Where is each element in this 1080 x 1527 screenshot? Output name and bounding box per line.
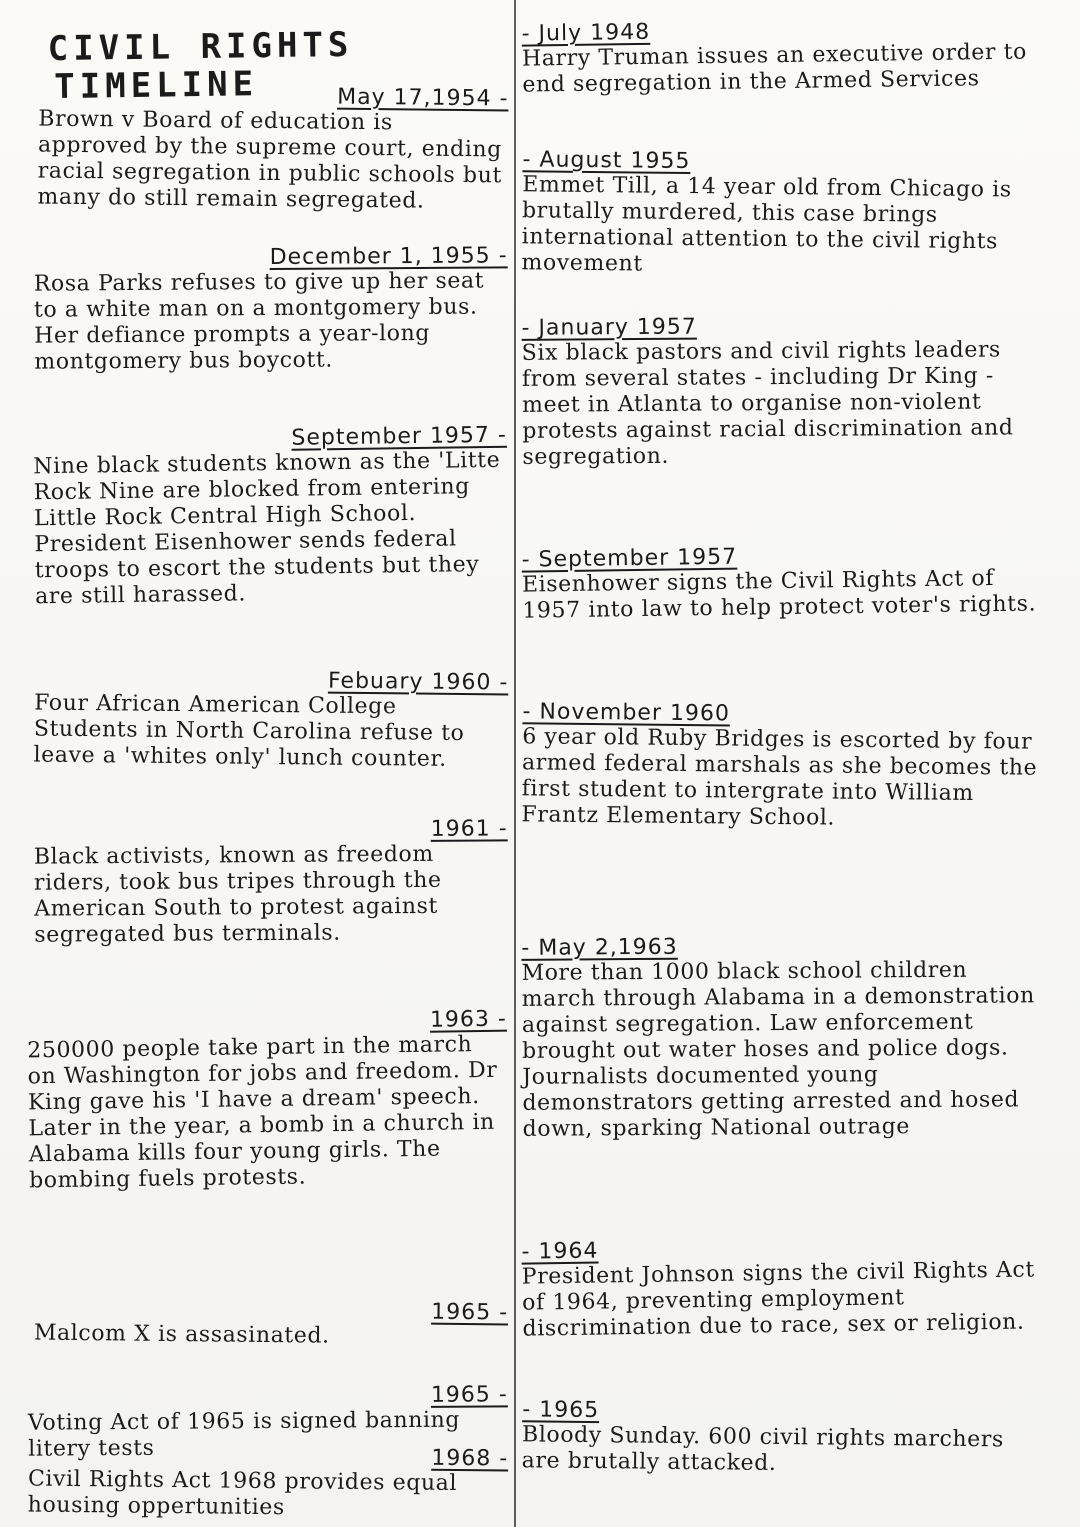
timeline-entry	[521, 932, 1047, 1143]
entry-date: - January 1957	[521, 314, 697, 341]
entry-text: Voting Act of 1965 is signed banning litery tests	[27, 1407, 461, 1462]
timeline-entry	[34, 816, 509, 948]
entry-text: 250000 people take part in the march on Washington for jobs and freedom. Dr King gave his 'I have a dream' speech. Later in the year, a bomb in a church in Alabama kills four young girls. The bombing fuels protests.	[27, 1032, 498, 1194]
entry-text: More than 1000 black school children march through Alabama in a demonstration against segregation. Law enforcement brought out water hoses and police dogs. Journalists documented young demonstrators getting arrested and hosed down, sparking National outrage	[521, 957, 1035, 1142]
column-divider	[514, 0, 516, 1527]
entry-text: Bloody Sunday. 600 civil rights marchers are brutally attacked.	[521, 1422, 1005, 1476]
timeline-entry	[34, 243, 509, 375]
timeline-entry	[27, 1007, 509, 1195]
timeline-entry	[521, 312, 1042, 471]
entry-date: 1968 -	[431, 1445, 509, 1472]
entry-text: Four African American College Students in North Carolina refuse to leave a 'whites only' lunch counter.	[33, 690, 465, 772]
entry-text: President Johnson signs the civil Rights Act of 1964, preventing employment discrimination due to race, sex or religion.	[521, 1257, 1036, 1342]
entry-text: Civil Rights Act 1968 provides equal housing oppertunities	[27, 1466, 458, 1521]
entry-date: 1965 -	[431, 1299, 509, 1326]
timeline-entry	[521, 540, 1042, 624]
entry-date: December 1, 1955 -	[269, 243, 508, 271]
timeline-entry	[521, 147, 1042, 281]
entry-text: Brown v Board of education is approved by the supreme court, ending racial segregation in public schools but many do still remain segregated.	[37, 106, 503, 214]
entry-date: - September 1957	[521, 544, 738, 573]
entry-text: Malcom X is assasinated.	[33, 1320, 330, 1349]
title-line-2: TIMELINE	[54, 64, 259, 108]
entry-date: - August 1955	[522, 147, 691, 175]
entry-date: May 17,1954 -	[337, 84, 509, 112]
timeline-entry	[33, 423, 509, 611]
entry-text: Black activists, known as freedom riders, took bus tripes through the American South to protest against segregated bus terminals.	[33, 841, 442, 948]
entry-text: Rosa Parks refuses to give up her seat to a white man on a montgomery bus. Her defiance prompts a year-long montgomery bus boycott.	[33, 268, 485, 375]
entry-date: - May 2,1963	[521, 934, 678, 961]
entry-date: 1965 -	[430, 1382, 508, 1408]
timeline-entry	[521, 699, 1042, 833]
entry-date: Febuary 1960 -	[327, 668, 509, 696]
entry-text: 6 year old Ruby Bridges is escorted by four armed federal marshals as she becomes the first student to intergrate into William Frantz Elementary School.	[521, 724, 1038, 831]
entry-text: Harry Truman issues an executive order to end segregation in the Armed Services	[521, 39, 1028, 98]
timeline-entry	[28, 1441, 509, 1523]
entry-date: September 1957 -	[291, 422, 508, 451]
entry-date: - 1964	[521, 1238, 599, 1265]
entry-date: - November 1960	[522, 699, 731, 727]
timeline-entry	[521, 1232, 1042, 1342]
timeline-entry	[37, 82, 508, 216]
entry-date: 1963 -	[429, 1006, 508, 1033]
entry-text: Emmet Till, a 14 year old from Chicago is brutally murdered, this case brings international attention to the civil rights movement	[521, 172, 1012, 277]
entry-date: 1961 -	[430, 816, 508, 842]
timeline-entry	[522, 1397, 1043, 1479]
entry-text: Nine black students known as the 'Litte Rock Nine are blocked from entering Little Rock Central High School. President Eisenhower sends federal troops to escort the students but they are still harassed.	[33, 447, 501, 610]
entry-text: Eisenhower signs the Civil Rights Act of 1957 into law to help protect voter's rights.	[521, 566, 1037, 624]
timeline-entry	[521, 14, 1042, 98]
entry-date: - July 1948	[521, 19, 651, 47]
timeline-entry	[33, 666, 508, 774]
title-line-1: CIVIL RIGHTS	[47, 24, 354, 70]
timeline-entry	[34, 1296, 509, 1352]
entry-date: - 1965	[522, 1397, 600, 1424]
entry-text: Six black pastors and civil rights leaders from several states - including Dr King - meet in Atlanta to organise non-violent protests against racial discrimination and segregation.	[521, 337, 1014, 470]
